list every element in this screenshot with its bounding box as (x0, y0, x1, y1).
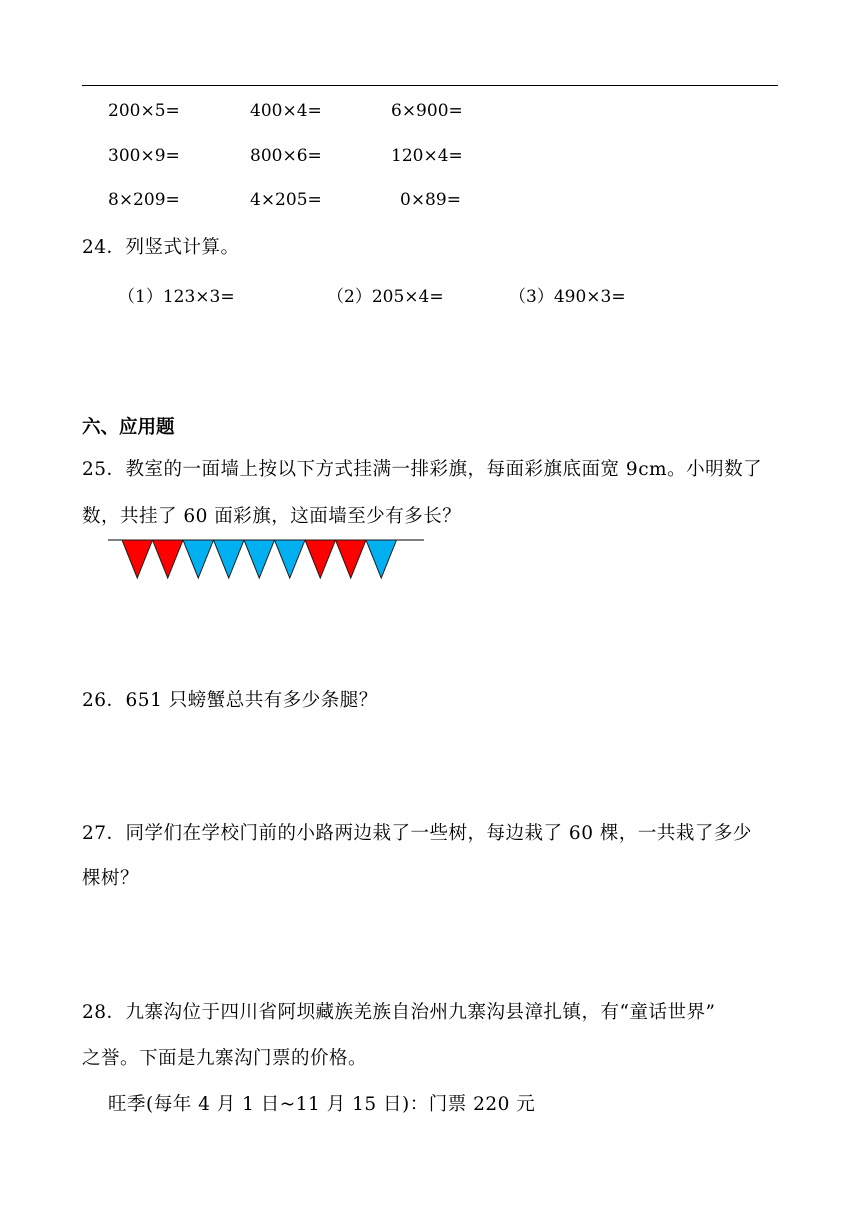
blue-flag (244, 540, 275, 578)
question-24-item: （2）205×4= (327, 287, 444, 307)
calc-item: 120×4= (391, 146, 463, 166)
question-28-line: 之誉。下面是九寨沟门票的价格。 (82, 1048, 368, 1069)
calc-item: 800×6= (250, 146, 322, 166)
calc-item: 200×5= (108, 101, 180, 121)
question-25-line: 25．教室的一面墙上按以下方式挂满一排彩旗，每面彩旗底面宽 9cm。小明数了 (82, 459, 763, 480)
calc-item: 4×205= (250, 190, 322, 210)
bunting-flags-figure (108, 536, 428, 584)
question-28-price-line: 旺季(每年 4 月 1 日~11 月 15 日)：门票 220 元 (108, 1094, 536, 1115)
blue-flag (214, 540, 245, 578)
calc-item: 300×9= (108, 146, 180, 166)
question-27-line: 27．同学们在学校门前的小路两边栽了一些树，每边栽了 60 棵，一共栽了多少 (82, 823, 752, 844)
section-heading: 六、应用题 (82, 417, 175, 438)
question-24-item: （3）490×3= (509, 287, 626, 307)
question-28-line: 28．九寨沟位于四川省阿坝藏族羌族自治州九寨沟县漳扎镇，有“童话世界” (82, 1002, 716, 1023)
red-flag (122, 540, 153, 578)
question-24-item: （1）123×3= (118, 287, 235, 307)
calc-item: 0×89= (400, 190, 461, 210)
blue-flag (366, 540, 397, 578)
blue-flag (275, 540, 306, 578)
calc-item: 8×209= (108, 190, 180, 210)
question-24-title: 24．列竖式计算。 (82, 237, 240, 258)
red-flag (336, 540, 367, 578)
calc-item: 6×900= (391, 101, 463, 121)
header-rule (82, 85, 778, 86)
red-flag (305, 540, 336, 578)
question-27-line: 棵树？ (82, 868, 140, 889)
question-26: 26．651 只螃蟹总共有多少条腿？ (82, 690, 378, 711)
red-flag (153, 540, 184, 578)
blue-flag (183, 540, 214, 578)
question-25-line: 数，共挂了 60 面彩旗，这面墙至少有多长？ (82, 506, 462, 527)
calc-item: 400×4= (250, 101, 322, 121)
